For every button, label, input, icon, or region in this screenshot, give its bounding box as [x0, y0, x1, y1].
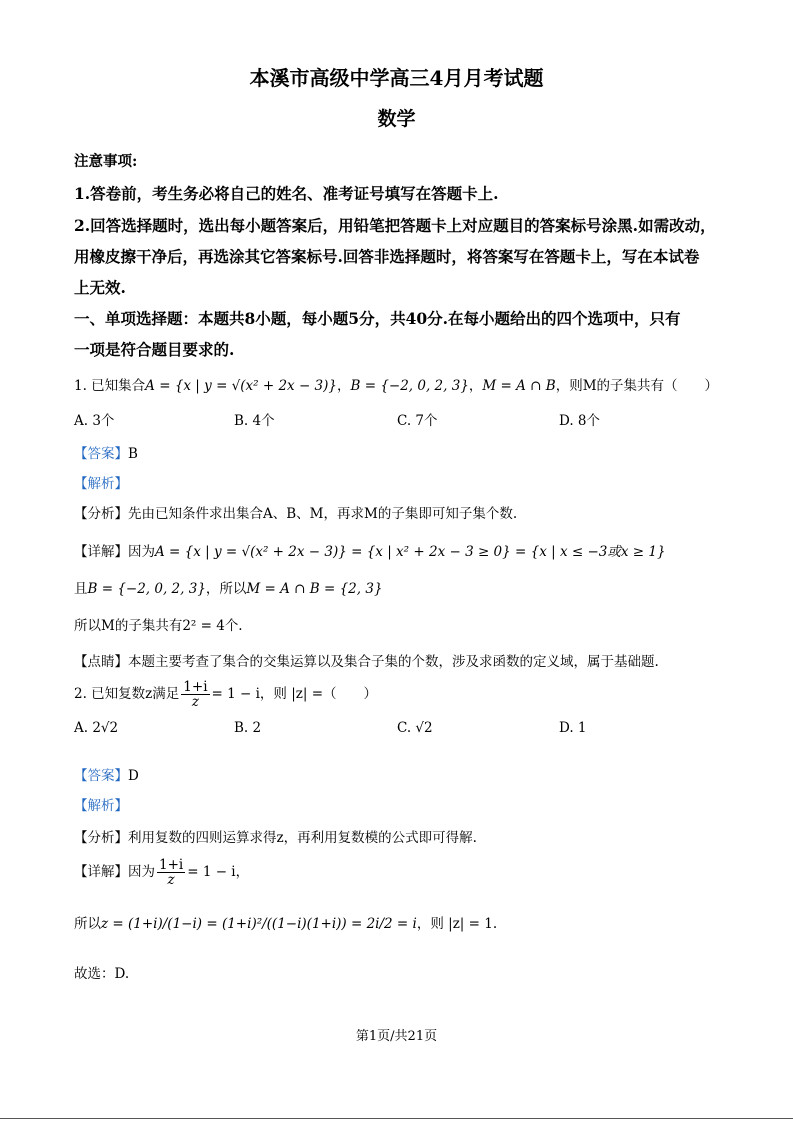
q1-comment-text: 本题主要考查了集合的交集运算以及集合子集的个数，涉及求函数的定义域，属于基础题.: [128, 654, 659, 670]
section-heading-line-2: 一项是符合题目要求的.: [74, 340, 235, 359]
q2-conclusion: 故选：D.: [74, 966, 130, 982]
q2-fraction-numerator: 1+i: [183, 679, 208, 695]
notice-item-2-line-1: 2.回答选择题时，选出每小题答案后，用铅笔把答题卡上对应题目的答案标号涂黑.如需改动，: [74, 216, 716, 235]
q1-stem-suffix: ，则M的子集共有（ ）: [555, 378, 719, 394]
q2-answer-value: D: [128, 768, 139, 784]
q2-answer: [74, 764, 139, 784]
q1-detail-3-prefix: 所以M的子集共有: [74, 618, 183, 634]
q1-detail-line-2: [74, 577, 383, 597]
q2-stem-rhs: = 1 − i: [211, 686, 260, 703]
q1-option-b: B. 4个: [234, 413, 275, 429]
q1-stem-prefix: 1. 已知集合: [74, 378, 146, 394]
section-heading-line-1: 一、单项选择题：本题共8小题，每小题5分，共40分.在每小题给出的四个选项中，只有: [74, 309, 681, 328]
question-1-stem: 1. 已知集合A = {x | y = √(x² + 2x − 3)}，B = {−2, 0, 2, 3}，M = A ∩ B，则M的子集共有（ ）: [74, 378, 719, 394]
q2-fenxi-text: 利用复数的四则运算求得z，再利用复数模的公式即可得解.: [128, 830, 477, 846]
q1-detail-tag: 【详解】: [74, 544, 128, 560]
q1-set-b: B = {−2, 0, 2, 3}: [350, 378, 469, 394]
q1-detail-math-2: B = {−2, 0, 2, 3}: [87, 581, 206, 597]
q2-option-c: C. √2: [397, 720, 433, 736]
q1-answer-value: B: [128, 446, 138, 462]
q1-answer-tag: 【答案】: [74, 446, 128, 462]
q2-detail-prefix: 因为: [128, 864, 155, 881]
page-footer: 第1页/共21页: [355, 1029, 438, 1044]
q2-answer-tag: 【答案】: [74, 768, 128, 784]
q2-fraction-denominator: z: [191, 694, 199, 711]
q1-detail-line-3: [74, 614, 243, 634]
q2-detail-fraction-denominator: z: [167, 872, 175, 889]
q1-set-m: M = A ∩ B: [482, 378, 556, 394]
q1-fenxi-text: 先由已知条件求出集合A、B、M，再求M的子集即可知子集个数.: [128, 506, 518, 522]
q1-detail-2-prefix: 且: [74, 581, 88, 597]
q1-set-a: A = {x | y = √(x² + 2x − 3)}: [145, 378, 337, 394]
q2-fraction: [181, 680, 209, 709]
q2-stem-prefix: 2. 已知复数z满足: [74, 686, 180, 703]
q2-option-a: A. 2√2: [74, 720, 119, 736]
q1-option-a: A. 3个: [74, 413, 115, 429]
q1-analysis-tag: 【解析】: [74, 476, 128, 492]
q1-fenxi: [74, 502, 517, 522]
q1-option-c: C. 7个: [397, 413, 438, 429]
notice-item-1: 1.答卷前，考生务必将自己的姓名、准考证号填写在答题卡上.: [74, 184, 499, 203]
q2-detail-fraction-numerator: 1+i: [159, 857, 184, 873]
q1-detail-math-1: A = {x | y = √(x² + 2x − 3)} = {x | x² + 2x − 3 ≥ 0} = {x | x ≤ −3或x ≥ 1}: [155, 544, 666, 560]
subject-title: 数学: [377, 108, 416, 130]
q1-detail-math-4: 2² = 4: [182, 618, 225, 634]
page-bottom-rule: [0, 1118, 793, 1119]
q1-detail-prefix: 因为: [128, 544, 155, 560]
q2-option-d: D. 1: [559, 720, 587, 736]
question-2-stem: [74, 680, 377, 709]
q1-detail-math-3: M = A ∩ B = {2, 3}: [246, 581, 383, 597]
q1-comment: [74, 650, 659, 670]
q1-comment-tag: 【点睛】: [74, 654, 128, 670]
q2-fenxi-tag: 【分析】: [74, 830, 128, 846]
q1-option-d: D. 8个: [559, 413, 601, 429]
q2-fenxi: [74, 826, 477, 846]
q2-analysis-tag: 【解析】: [74, 798, 128, 814]
q1-detail-2-mid: ，所以: [205, 581, 247, 597]
q2-detail-line-1: [74, 858, 249, 887]
notice-heading: 注意事项:: [74, 153, 138, 170]
q2-detail-rhs: = 1 − i，: [187, 864, 250, 881]
notice-item-2-line-3: 上无效.: [74, 278, 126, 297]
q2-detail-fraction: [157, 858, 185, 887]
q2-detail-line-2: [74, 912, 497, 932]
q2-detail-math: z = (1+i)/(1−i) = (1+i)²/((1−i)(1+i)) = 2i/2 = i: [101, 916, 417, 932]
q2-stem-suffix: ，则 |z| =（ ）: [259, 686, 378, 703]
page-title: 本溪市高级中学高三4月月考试题: [249, 66, 544, 90]
q1-fenxi-tag: 【分析】: [74, 506, 128, 522]
q1-detail-line-1: [74, 540, 666, 560]
notice-item-2-line-2: 用橡皮擦干净后，再选涂其它答案标号.回答非选择题时，将答案写在答题卡上，写在本试卷: [74, 247, 700, 266]
q1-detail-3-suffix: 个.: [224, 618, 243, 634]
q2-option-b: B. 2: [234, 720, 262, 736]
q2-detail-tag: 【详解】: [74, 864, 128, 881]
q2-detail-2-prefix: 所以: [74, 916, 101, 932]
q2-detail-2-suffix: ，则 |z| = 1.: [416, 916, 498, 932]
q1-answer: [74, 442, 138, 462]
